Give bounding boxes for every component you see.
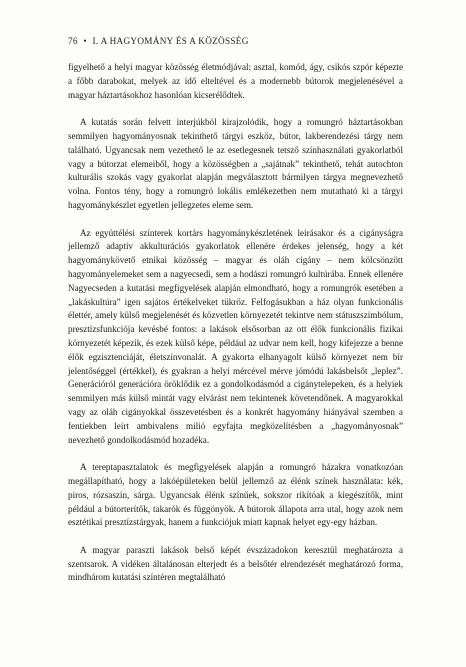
paragraph: A magyar paraszti lakások belső képét évszázadokon keresztül meghatározta a szentsarok. A vidéken általánosan elterjedt és a belsőtér elrendezését meghatározó forma, mindhárom kutatási színtéren megtalálható	[68, 544, 403, 583]
paragraph: figyelhető a helyi magyar közösség életmódjával: asztal, komód, ágy, csikós szpór képezte a főbb darabokat, melyek az idő elteltével és a modernebb bútorok megjelenésével a magyar háztartásokhoz hasonlóan kicserélődtek.	[68, 62, 403, 100]
running-header	[68, 36, 249, 46]
header-separator: •	[83, 36, 87, 46]
page-number: 76	[68, 36, 78, 46]
paragraph: Az együttélési színterek kortárs hagyománykészletének leírásakor és a cigányságra jellemző adaptív akkulturációs gyakorlatok ellenére érdekes jelenség, hogy a két hagyománykövető etnikai közösség – magyar és oláh cigány – nem kölcsönzött hagyományelemeket sem a nagyecsedi, sem a hodászi romungró kultúrába. Ennek ellenére Nagyecseden a kutatási megfigyelések alapján elmondható, hogy a romungrók esetében a „lakáskultúra” igen sajátos értékelveket tükröz. Felfogásukban a ház olyan funkcionális élettér, amely külső megjelenését és közvetlen környezetét tekintve nem státuszszimbólum, presztízsfunkciója kevésbé fontos: a lakások elsősorban az ott élők funkcionális fizikai környezetét képezik, és ezek külső képe, például az udvar nem kell, hogy kifejezze a benne élők egzisztenciáját, életszínvonalát. A gyakorta elhanyagolt külső környezet nem bír jelentőséggel (értékkel), és gyakran a helyi mércével mérve jómódú lakásbelsőt „leplez”. Generációról generációra öröklődik ez a gondolkodásmód a cigánytelepeken, és a helyiek semmilyen más külső mintát vagy elvárást nem tekintenek követendőnek. A magyarokkal vagy az oláh cigányokkal összevetésben és a konkrét hagyomány hiányával szemben a fentiekben leírt ambivalens milió egyfajta megközelítésben a „hagyományosnak” nevezhető gondolkodásmód hozadéka.	[68, 227, 403, 445]
paragraph: A tereptapasztalatok és megfigyelések alapján a romungró házakra vonatkozóan megállapítható, hogy a lakóépületeken belül jellemző az élénk színek használata: kék, piros, rózsaszín, sárga. Ugyancsak élénk színűek, sokszor rikítóak a kiegészítők, mint például a bútorterítők, takarók és függönyök. A bútorok állapota arra utal, hogy azok nem esztétikai presztízstárgyak, hanem a funkciójuk miatt kapnak helyet egy-egy házban.	[68, 462, 403, 528]
body-text	[68, 61, 403, 585]
paragraph: A kutatás során felvett interjúkból kirajzolódik, hogy a romungró háztartásokban semmilyen hagyományosnak tekinthető tárgyi eszköz, bútor, lakberendezési tárgy nem található. Ugyancsak nem vezethető le az esetlegesnek tetsző színhasználati gyakorlatból vagy a bútorzat elemeiből, hogy a közösségben a „sajátnak” tekinthető, tehát autochton kulturális szokás vagy gyakorlat alapján megválasztott bármilyen tárgya megnevezhető volna. Fontos tény, hogy a romungró lokális emlékezetben nem mutatható ki a tárgyi hagyománykészlet egyetlen jellegzetes eleme sem.	[68, 117, 403, 210]
chapter-title: I. A HAGYOMÁNY ÉS A KÖZÖSSÉG	[92, 36, 249, 46]
